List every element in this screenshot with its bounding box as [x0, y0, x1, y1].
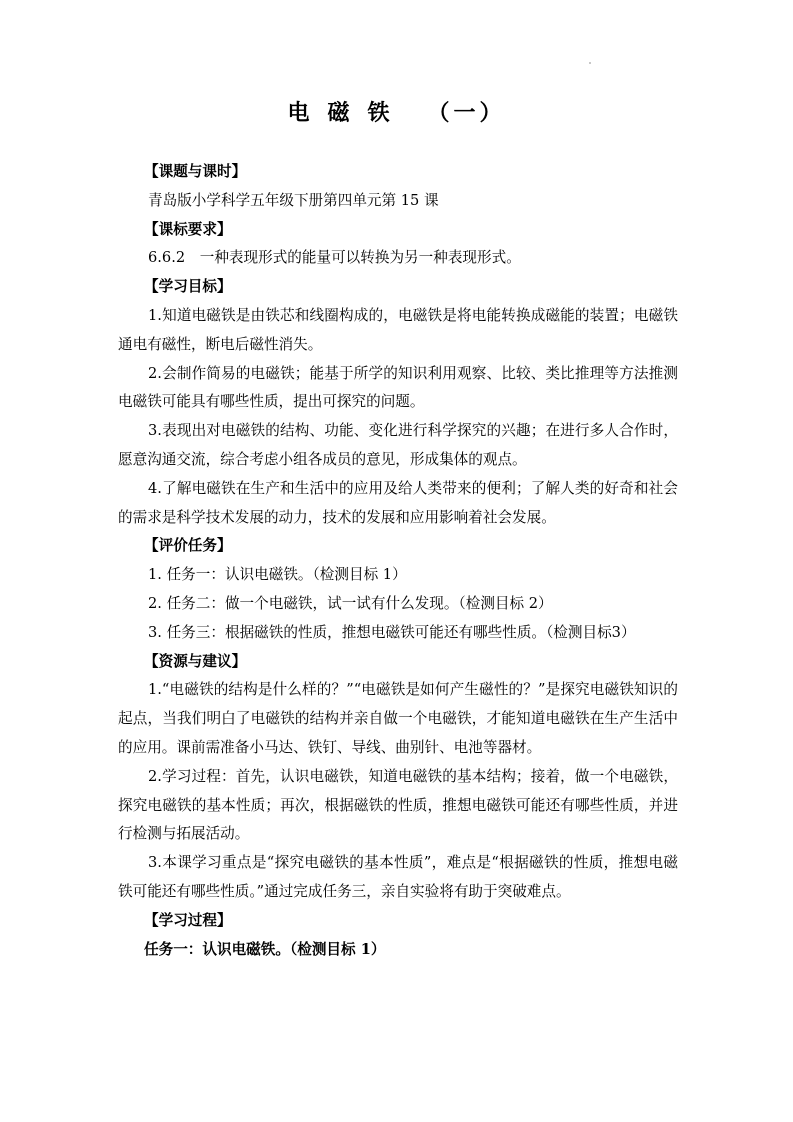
page-title	[0, 96, 793, 127]
resource-item: 2.学习过程：首先，认识电磁铁，知道电磁铁的基本结构；接着，做一个电磁铁，探究电磁铁的基本性质；再次，根据磁铁的性质，推想电磁铁可能还有哪些性质，并进行检测与拓展活动。	[118, 767, 678, 843]
section-heading-process: 【学习过程】	[144, 911, 232, 929]
section-heading-tasks: 【评价任务】	[144, 537, 232, 555]
task-item: 3. 任务三：根据磁铁的性质，推想电磁铁可能还有哪些性质。（检测目标3）	[148, 623, 636, 641]
objective-item: 4.了解电磁铁在生产和生活中的应用及给人类带来的便利；了解人类的好奇和社会的需求是科学技术发展的动力，技术的发展和应用影响着社会发展。	[118, 479, 678, 526]
section-heading-objectives: 【学习目标】	[144, 278, 232, 296]
objective-item: 3.表现出对电磁铁的结构、功能、变化进行科学探究的兴趣；在进行多人合作时，愿意沟通交流，综合考虑小组各成员的意见，形成集体的观点。	[118, 422, 678, 468]
section-heading-standard: 【课标要求】	[144, 220, 232, 238]
objective-item: 1.知道电磁铁是由铁芯和线圈构成的，电磁铁是将电能转换成磁能的装置；电磁铁通电有磁性，断电后磁性消失。	[118, 306, 678, 353]
topic-text: 青岛版小学科学五年级下册第四单元第 15 课	[148, 191, 439, 209]
title-sub: （一）	[427, 101, 506, 126]
task-item: 2. 任务二：做一个电磁铁，试一试有什么发现。（检测目标 2）	[148, 594, 553, 612]
page-mark	[589, 62, 591, 64]
standard-text: 6.6.2 一种表现形式的能量可以转换为另一种表现形式。	[148, 249, 521, 267]
resource-item: 3.本课学习重点是“探究电磁铁的基本性质”，难点是“根据磁铁的性质，推想电磁铁可能还有哪些性质。”通过完成任务三，亲自实验将有助于突破难点。	[118, 854, 678, 900]
section-heading-topic: 【课题与课时】	[144, 163, 247, 180]
process-task-1: 任务一：认识电磁铁。（检测目标 1）	[144, 940, 386, 958]
document-body	[118, 158, 678, 964]
objective-item: 2.会制作简易的电磁铁；能基于所学的知识利用观察、比较、类比推理等方法推测电磁铁可能具有哪些性质，提出可探究的问题。	[118, 364, 678, 411]
resource-item: 1.“电磁铁的结构是什么样的？”“电磁铁是如何产生磁性的？”是探究电磁铁知识的起点，当我们明白了电磁铁的结构并亲自做一个电磁铁，才能知道电磁铁在生产生活中的应用。课前需准备小马达、铁钉、导线、曲别针、电池等器材。	[118, 681, 678, 756]
section-heading-resources: 【资源与建议】	[144, 652, 247, 670]
title-main: 电磁铁	[287, 101, 408, 126]
task-item: 1. 任务一：认识电磁铁。（检测目标 1）	[148, 566, 407, 584]
